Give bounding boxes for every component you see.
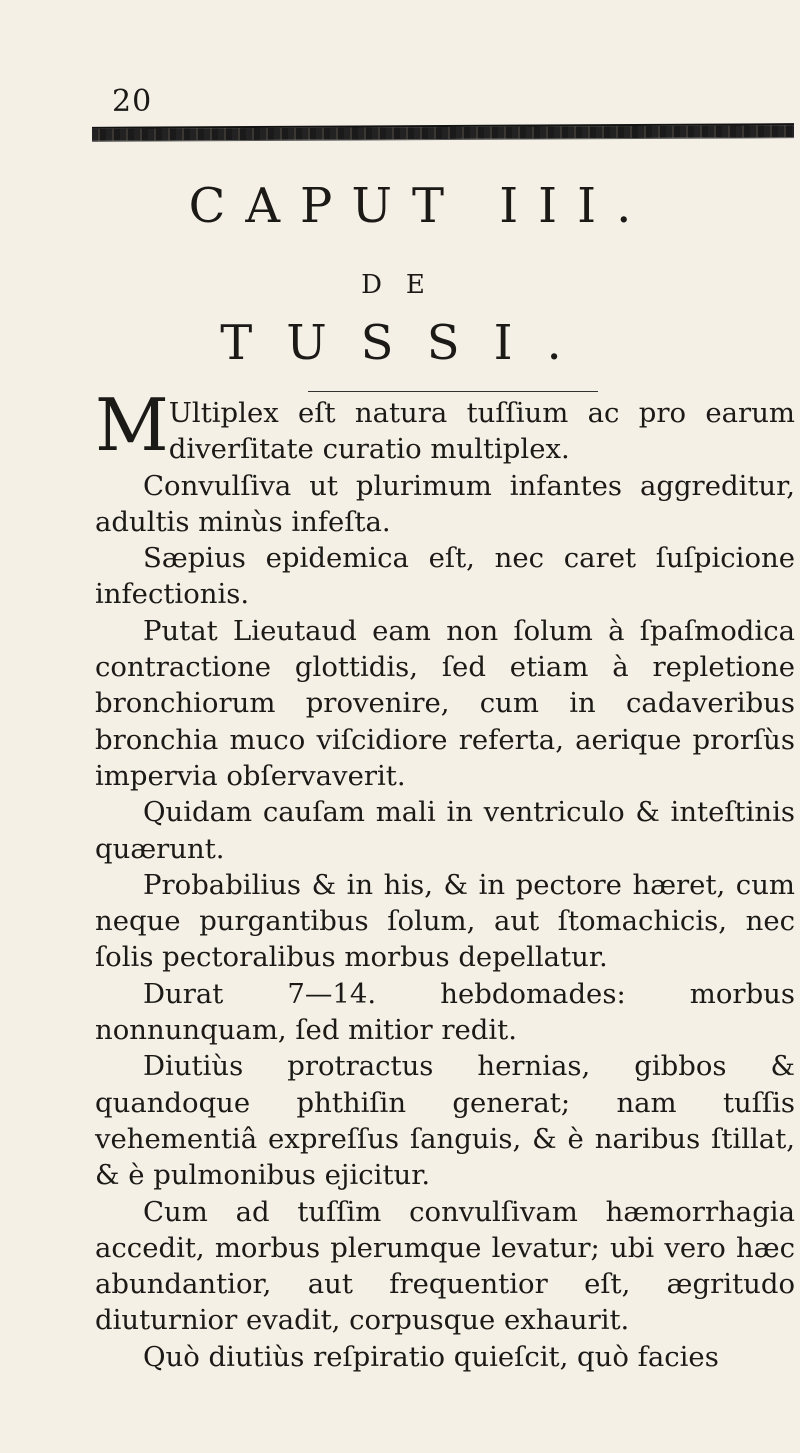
body-text bbox=[95, 383, 795, 1375]
paragraph-10: Quò diutiùs reſpiratio quieſcit, quò facies bbox=[143, 1340, 719, 1373]
paragraph-3: Sæpius epidemica eſt, nec caret ſuſpicione infectionis. bbox=[95, 542, 795, 611]
paragraph-7: Durat 7—14. hebdomades: morbus nonnunquam, ſed mitior redit. bbox=[95, 977, 795, 1047]
paragraph-2: Convulſiva ut plurimum infantes aggreditur, adultis minùs infeſta. bbox=[95, 469, 795, 538]
page-number: 20 bbox=[112, 84, 153, 119]
chapter-subject: TUSSI. bbox=[220, 315, 596, 371]
title-divider bbox=[308, 391, 598, 392]
paragraph-4: Putat Lieutaud eam non ſolum à ſpaſmodica contractione glottidis, ſed etiam à repletione bronchiorum provenire, cum in cadaveribus bronchia muco viſcidiore referta, aerique prorſùs impervia obſervaverit. bbox=[95, 614, 795, 792]
paragraph-9: Cum ad tuſſim convulſivam hæmorrhagia accedit, morbus plerumque levatur; ubi vero hæc abundantior, aut frequentior eſt, ægritudo diuturnior evadit, corpusque exhaurit. bbox=[95, 1195, 795, 1337]
ornamental-header-rule bbox=[92, 123, 794, 142]
paragraph-5: Quidam cauſam mali in ventriculo & inteſtinis quærunt. bbox=[95, 796, 795, 865]
chapter-preposition: DE bbox=[361, 270, 449, 300]
paragraph-1: M Ultiplex eſt natura tuſſium ac pro earum diverſitate curatio multiplex. bbox=[95, 383, 795, 467]
chapter-title: CAPUT III. bbox=[188, 178, 652, 234]
paragraph-6: Probabilius & in his, & in pectore hæret, cum neque purgantibus ſolum, aut ſtomachicis, nec ſolis pectoralibus morbus depellatur. bbox=[95, 868, 795, 974]
paragraph-8: Diutiùs protractus hernias, gibbos & quandoque phthiſin generat; nam tuſſis vehementiâ expreſſus ſanguis, & è naribus ſtillat, & è pulmonibus ejicitur. bbox=[95, 1050, 795, 1192]
drop-cap: M bbox=[95, 383, 169, 467]
